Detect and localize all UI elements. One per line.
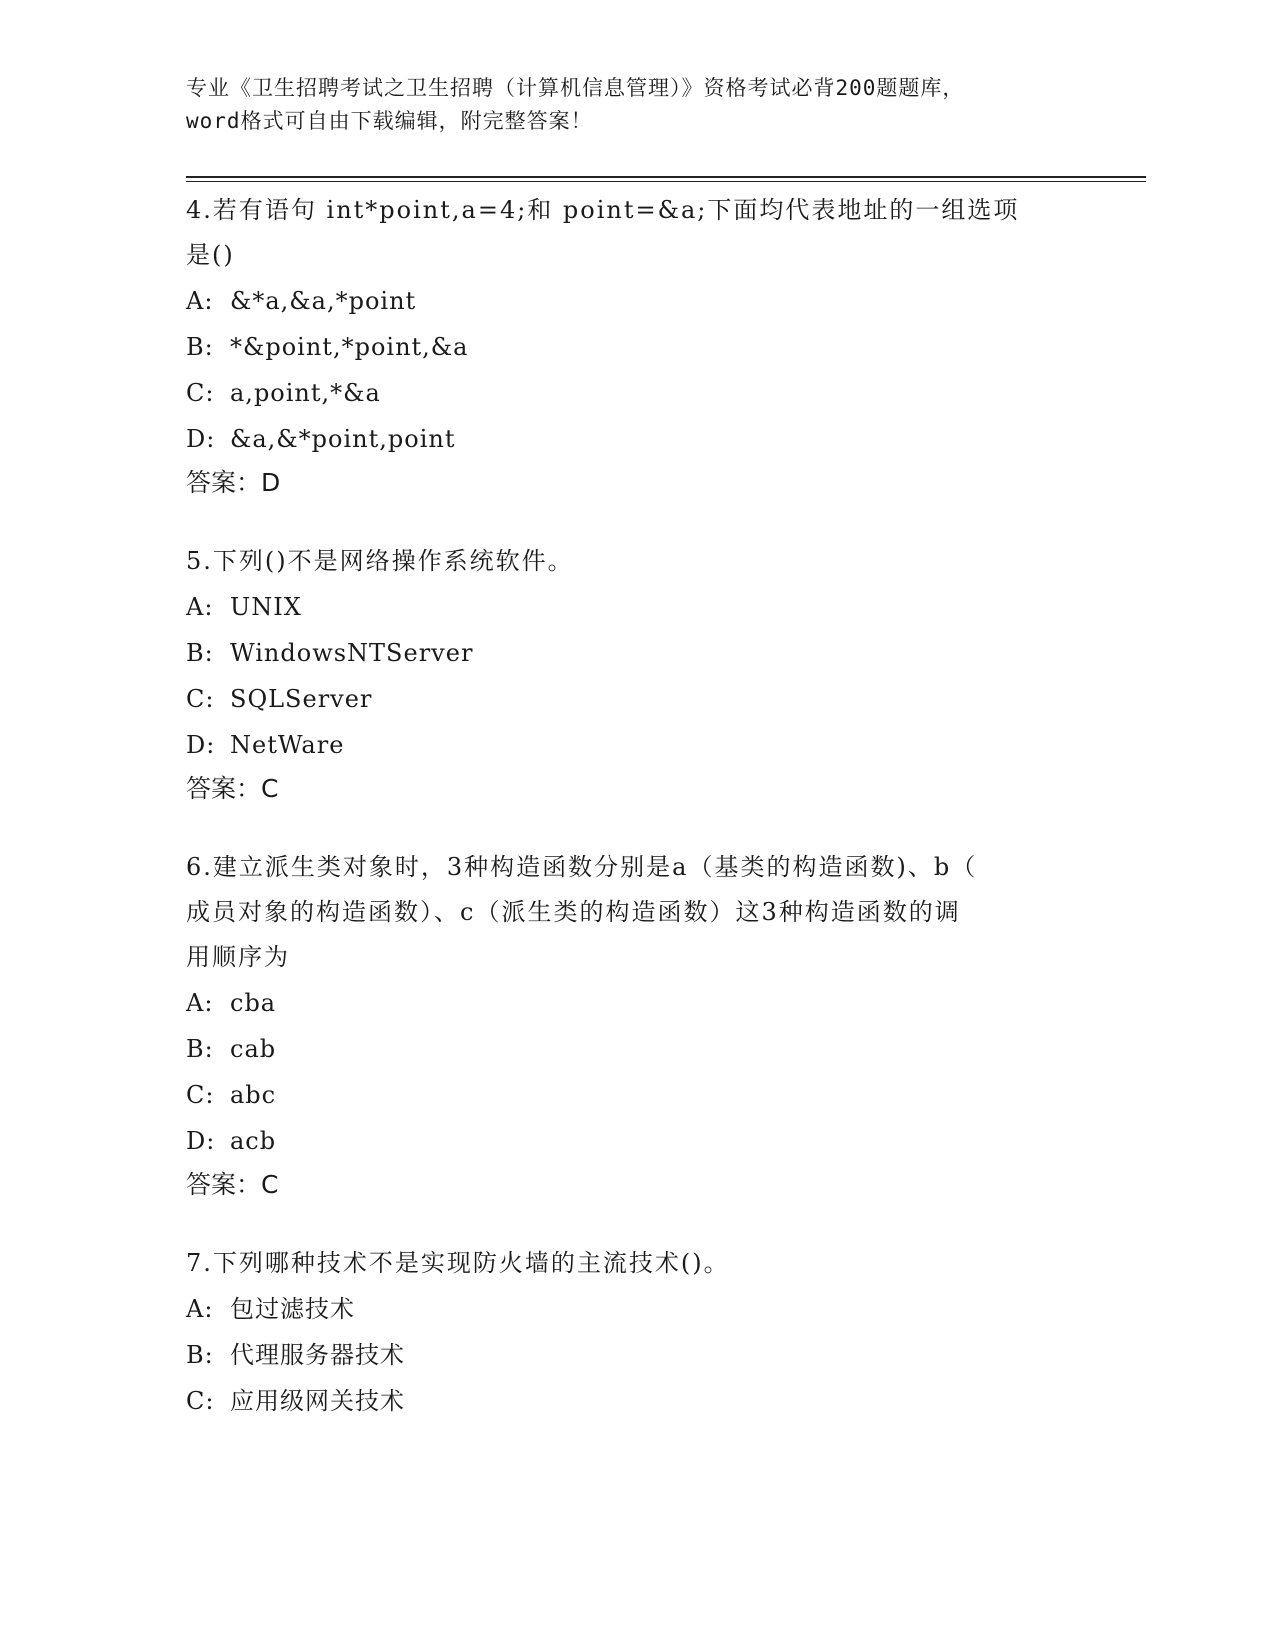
question-7 [186,1241,1086,1424]
answer: 答案：C [186,1170,279,1199]
option-text: WindowsNTServer [230,639,474,667]
option-letter: C: [186,379,215,407]
option-letter: A: [186,989,214,1017]
answer: 答案：C [186,774,279,803]
option-text: cab [230,1035,277,1063]
option-letter: C: [186,1081,215,1109]
option-text: UNIX [230,593,302,621]
header-line-1: 专业《卫生招聘考试之卫生招聘（计算机信息管理）》资格考试必背200题题库， [186,76,965,100]
option-letter: B: [186,1341,214,1369]
question-text-line: 7.下列哪种技术不是实现防火墙的主流技术()。 [186,1249,730,1277]
option-letter: B: [186,639,214,667]
header-line-2: word格式可自由下载编辑，附完整答案！ [186,109,593,133]
option-letter: A: [186,287,214,315]
question-text-line: 成员对象的构造函数）、c（派生类的构造函数）这3种构造函数的调 [186,898,961,926]
option-c [186,1072,1086,1118]
question-text [186,188,1086,278]
option-letter: C: [186,685,215,713]
option-letter: B: [186,333,214,361]
option-letter: C: [186,1387,215,1415]
option-letter: D: [186,425,216,453]
question-text-line: 用顺序为 [186,943,290,971]
question-list [186,188,1086,1459]
option-letter: B: [186,1035,214,1063]
question-5 [186,539,1086,810]
option-a [186,980,1086,1026]
option-text: abc [230,1081,277,1109]
option-d [186,1118,1086,1164]
document-header [186,72,1086,138]
option-letter: A: [186,593,214,621]
option-b [186,1026,1086,1072]
option-text: SQLServer [230,685,373,713]
option-text: 应用级网关技术 [230,1387,405,1415]
option-a [186,584,1086,630]
question-4 [186,188,1086,504]
option-letter: D: [186,1127,216,1155]
question-text-line: 6.建立派生类对象时，3种构造函数分别是a（基类的构造函数)、b（ [186,853,978,881]
option-text: 代理服务器技术 [230,1341,405,1369]
question-text [186,539,1086,584]
option-c [186,676,1086,722]
option-text: 包过滤技术 [230,1295,355,1323]
option-d [186,416,1086,462]
option-c [186,370,1086,416]
question-text-line: 是() [186,241,235,269]
header-divider [186,176,1146,182]
option-c [186,1378,1086,1424]
option-text: NetWare [230,731,345,759]
option-text: a,point,*&a [230,379,381,407]
option-text: &a,&*point,point [230,425,456,453]
option-b [186,630,1086,676]
question-text [186,845,1086,980]
option-text: cba [230,989,277,1017]
option-text: acb [230,1127,277,1155]
option-letter: A: [186,1295,214,1323]
question-text-line: 5.下列()不是网络操作系统软件。 [186,547,574,575]
option-b [186,324,1086,370]
option-b [186,1332,1086,1378]
question-text-line: 4.若有语句 int*point,a=4;和 point=&a;下面均代表地址的一组选项 [186,196,1020,224]
option-a [186,278,1086,324]
option-text: &*a,&a,*point [230,287,417,315]
option-d [186,722,1086,768]
option-a [186,1286,1086,1332]
answer: 答案：D [186,468,281,497]
question-text [186,1241,1086,1286]
option-letter: D: [186,731,216,759]
question-6 [186,845,1086,1206]
option-text: *&point,*point,&a [230,333,469,361]
